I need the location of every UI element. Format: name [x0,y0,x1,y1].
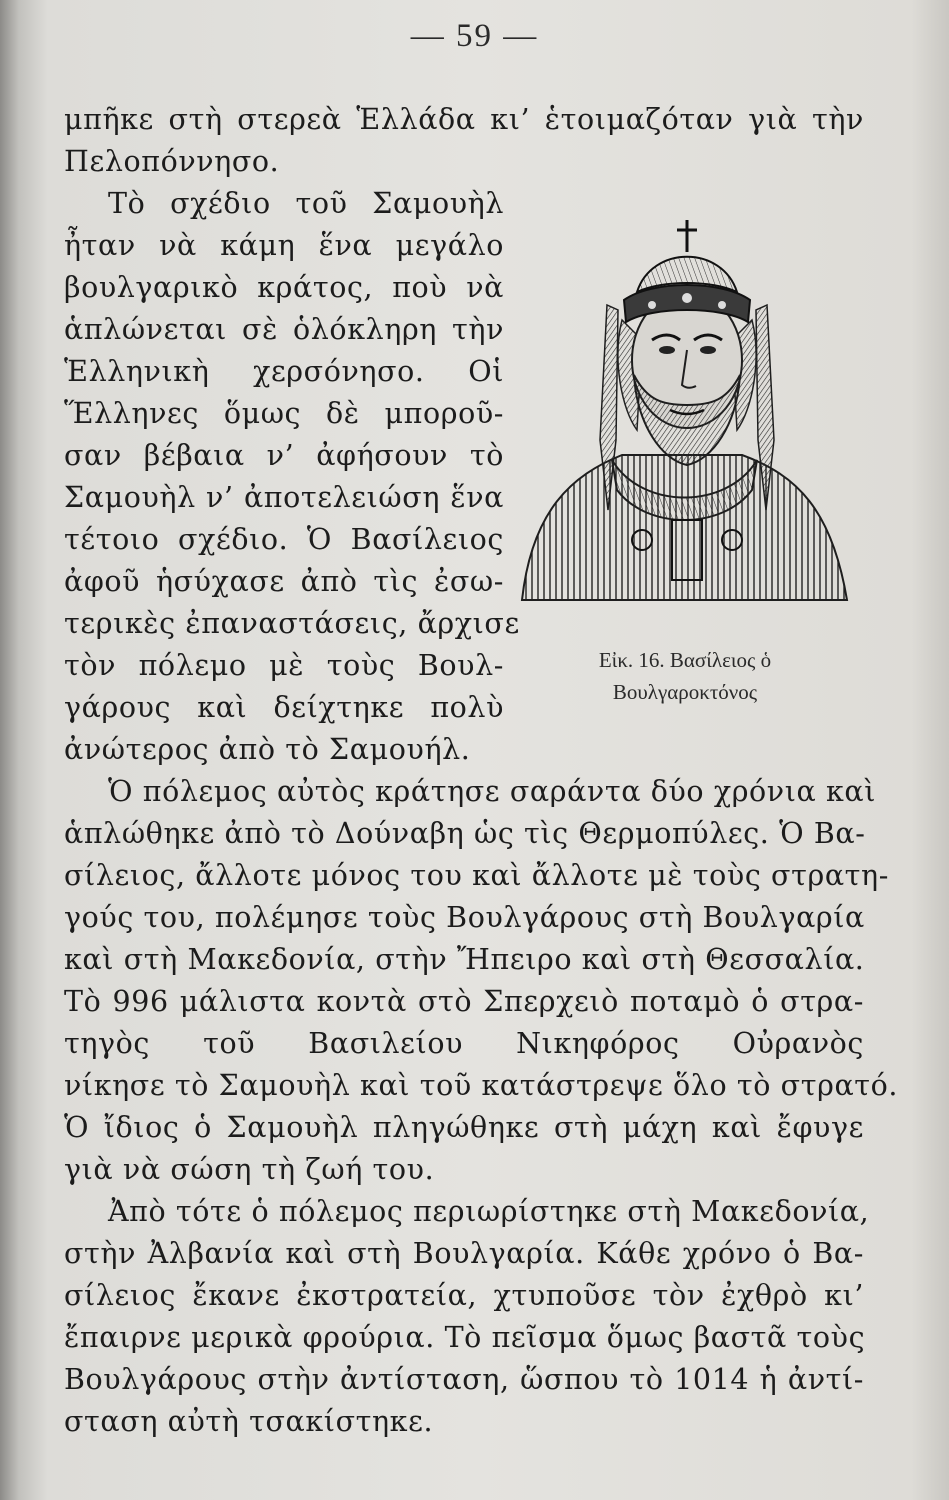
text-line: καὶ στὴ Μακεδονία, στὴν Ἤπειρο καὶ στὴ Θεσσαλία. [64,943,865,976]
text-line: ἔπαιρνε μερικὰ φρούρια. Τὸ πεῖσμα ὅμως βαστᾶ τοὺς [64,1321,866,1354]
text-line: Τὸ σχέδιο τοῦ Σαμουὴλ [108,187,504,220]
text-line: Ἑλληνικὴ χερσόνησο. Οἱ [64,355,504,388]
text-line: Τὸ 996 μάλιστα κοντὰ στὸ Σπερχειὸ ποταμὸ ὁ στρα- [64,985,864,1018]
text-line: Πελοπόννησο. [64,145,280,178]
text-line: Σαμουὴλ ν’ ἀποτελειώση ἕνα [64,481,504,514]
figure-caption-line-1: Εἰκ. 16. Βασίλειος ὁ [598,648,772,672]
text-line: μπῆκε στὴ στερεὰ Ἑλλάδα κι’ ἑτοιμαζόταν γιὰ τὴν [64,103,864,136]
text-line: σαν βέβαια ν’ ἀφήσουν τὸ [64,439,504,472]
figure-caption-line-2: Βουλγαροκτόνος [612,680,758,704]
text-line: ἁπλώθηκε ἀπὸ τὸ Δούναβη ὡς τὶς Θερμοπύλες. Ὁ Βα- [64,817,866,850]
text-line: βουλγαρικὸ κράτος, ποὺ νὰ [64,271,504,304]
text-line: νίκησε τὸ Σαμουὴλ καὶ τοῦ κατάστρεψε ὅλο τὸ στρατό. [64,1069,899,1102]
text-line: Ἕλληνες ὅμως δὲ μποροῦ- [64,397,504,430]
text-line: στὴν Ἀλβανία καὶ στὴ Βουλγαρία. Κάθε χρόνο ὁ Βα- [64,1237,864,1270]
text-line: τὸν πόλεμο μὲ τοὺς Βουλ- [64,649,504,682]
text-line: Ἀπὸ τότε ὁ πόλεμος περιωρίστηκε στὴ Μακεδονία, [108,1195,870,1228]
text-line: ἁπλώνεται σὲ ὁλόκληρη τὴν [64,313,504,346]
text-line: σίλειος ἔκανε ἐκστρατεία, χτυποῦσε τὸν ἐχθρὸ κι’ [64,1279,864,1312]
text-line: τηγὸς τοῦ Βασιλείου Νικηφόρος Οὐρανὸς [64,1027,864,1060]
portrait-engraving [512,210,852,610]
portrait-illustration [512,210,852,610]
text-line: τέτοιο σχέδιο. Ὁ Βασίλειος [64,523,504,556]
text-line: ἀνώτερος ἀπὸ τὸ Σαμουήλ. [64,733,471,766]
text-line: Βουλγάρους στὴν ἀντίσταση, ὥσπου τὸ 1014 ἡ ἀντί- [64,1363,864,1396]
text-line: σίλειος, ἄλλοτε μόνος του καὶ ἄλλοτε μὲ τοὺς στρατη- [64,859,889,892]
text-line: γιὰ νὰ σώση τὴ ζωή του. [64,1153,435,1186]
text-line: σταση αὐτὴ τσακίστηκε. [64,1405,434,1438]
page-number: — 59 — [410,18,539,54]
text-line: γάρους καὶ δείχτηκε πολὺ [64,691,504,724]
text-line: ἀφοῦ ἡσύχασε ἀπὸ τὶς ἐσω- [64,565,504,598]
text-line: τερικὲς ἐπαναστάσεις, ἄρχισε [64,607,520,640]
text-line: γούς του, πολέμησε τοὺς Βουλγάρους στὴ Βουλγαρία [64,901,865,934]
text-line: Ὁ ἴδιος ὁ Σαμουὴλ πληγώθηκε στὴ μάχη καὶ ἔφυγε [64,1111,864,1144]
text-line: Ὁ πόλεμος αὐτὸς κράτησε σαράντα δύο χρόνια καὶ [108,775,877,808]
text-line: ἦταν νὰ κάμη ἕνα μεγάλο [64,229,504,262]
